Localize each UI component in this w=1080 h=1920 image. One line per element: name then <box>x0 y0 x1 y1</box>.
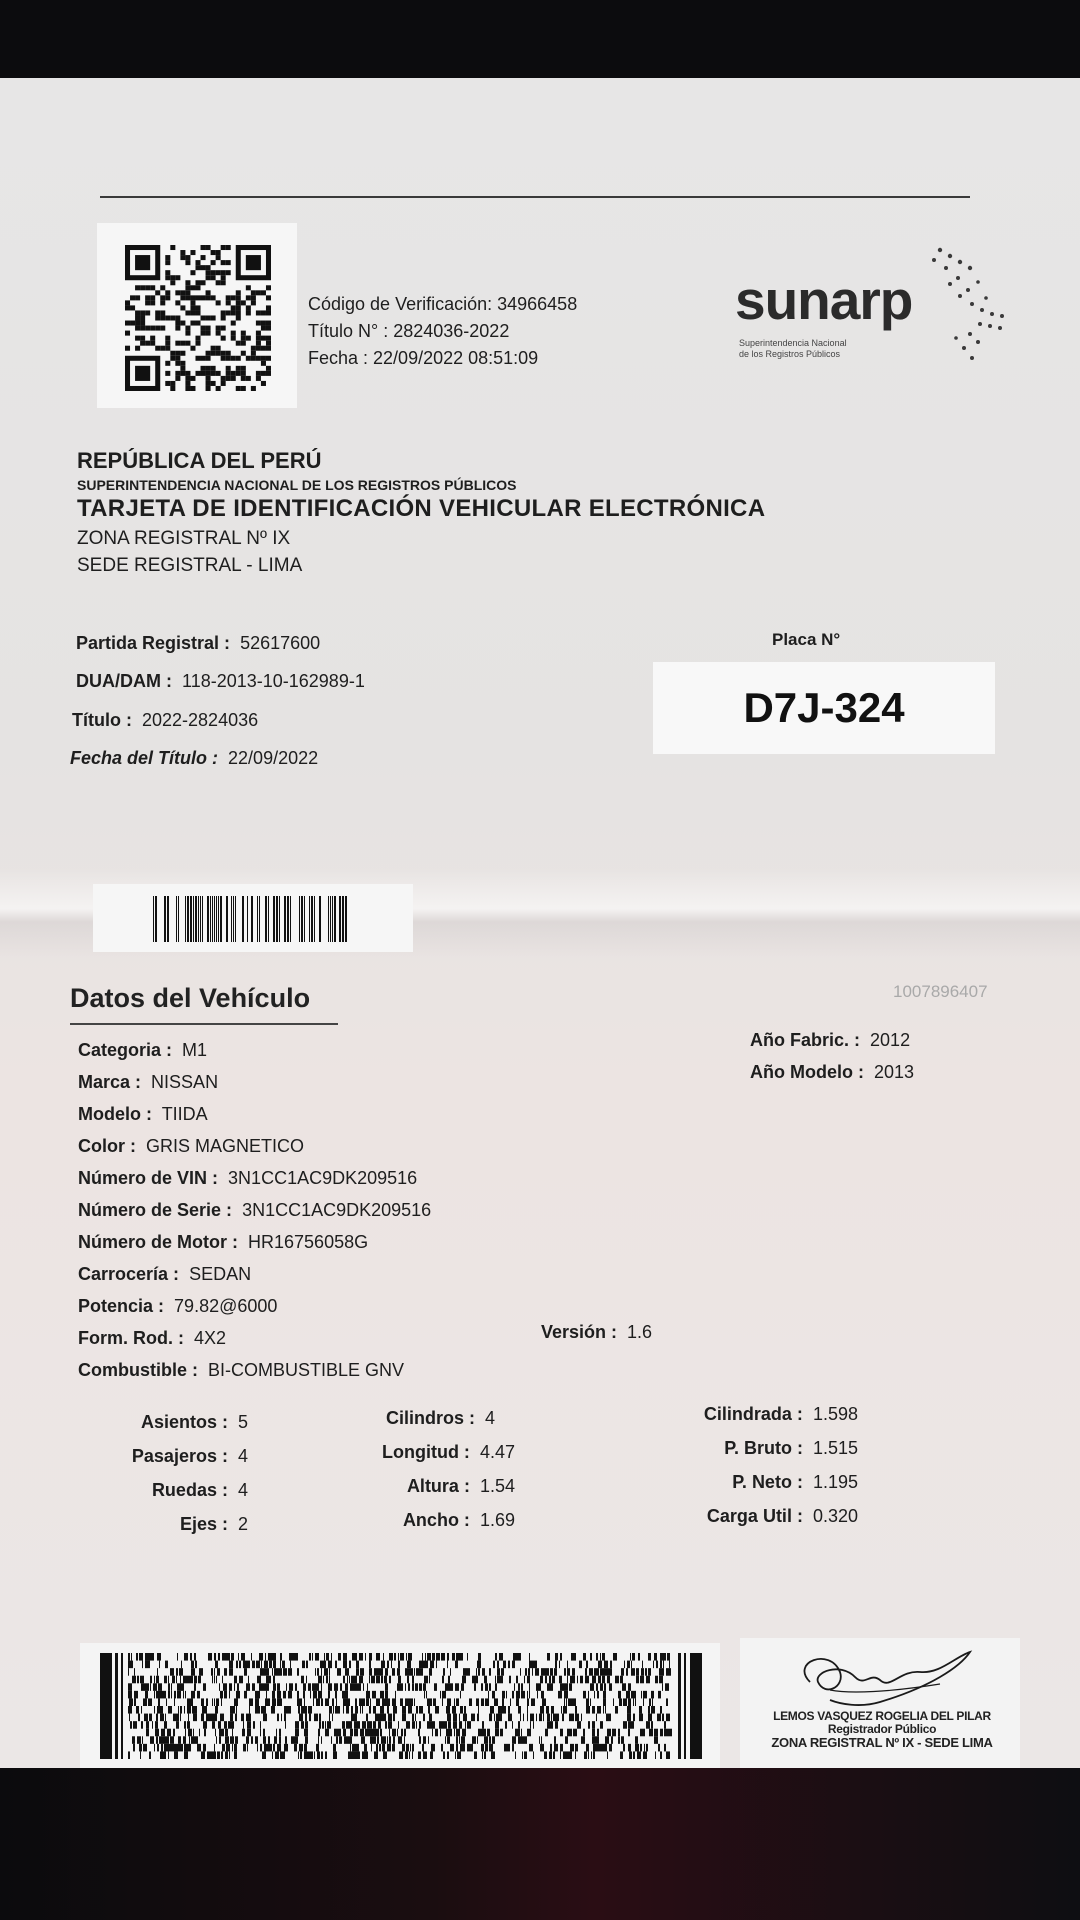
fecha-titulo: Fecha del Título : 22/09/2022 <box>70 748 319 768</box>
vehicle-section-title: Datos del Vehículo <box>70 983 311 1013</box>
field-combustible: Combustible : BI-COMBUSTIBLE GNV <box>78 1360 405 1380</box>
barcode-icon <box>153 896 353 942</box>
field-serie: Número de Serie : 3N1CC1AC9DK209516 <box>78 1200 432 1220</box>
signatory-zone: ZONA REGISTRAL Nº IX - SEDE LIMA <box>771 1735 993 1750</box>
pdf417-panel <box>80 1643 720 1768</box>
signatory-name: LEMOS VASQUEZ ROGELIA DEL PILAR <box>773 1709 991 1723</box>
section-underline <box>70 1023 338 1025</box>
signature-panel <box>740 1638 1020 1768</box>
field-vin: Número de VIN : 3N1CC1AC9DK209516 <box>78 1168 418 1188</box>
spec-pasajeros: Pasajeros : 4 <box>131 1446 248 1466</box>
field-categoria: Categoria : M1 <box>78 1040 208 1060</box>
document-heading <box>77 448 765 577</box>
superintendence-title: SUPERINTENDENCIA NACIONAL DE LOS REGISTROS PÚBLICOS <box>77 477 517 493</box>
background-surface <box>0 1760 1080 1920</box>
spec-ancho: Ancho : 1.69 <box>402 1510 515 1530</box>
field-version: Versión : 1.6 <box>541 1322 653 1342</box>
spec-cilindros: Cilindros : 4 <box>385 1408 495 1428</box>
logo-subtitle: Superintendencia Nacional de los Registros Públicos <box>739 338 847 359</box>
republic-title: REPÚBLICA DEL PERÚ <box>77 448 322 473</box>
barcode-panel <box>93 884 413 952</box>
spec-ejes: Ejes : 2 <box>179 1514 248 1534</box>
seat-title: SEDE REGISTRAL - LIMA <box>77 555 303 576</box>
plate-panel <box>653 662 995 754</box>
field-modelo: Modelo : TIIDA <box>78 1104 208 1124</box>
field-color: Color : GRIS MAGNETICO <box>78 1136 305 1156</box>
field-marca: Marca : NISSAN <box>78 1072 219 1092</box>
signature-icon <box>770 1642 990 1712</box>
partida-registral: Partida Registral : 52617600 <box>76 633 321 653</box>
sunarp-logo <box>735 238 1015 378</box>
document-serial: 1007896407 <box>893 982 988 1001</box>
card-title: TARJETA DE IDENTIFICACIÓN VEHICULAR ELECTRÓNICA <box>77 495 766 522</box>
spec-cilindrada: Cilindrada : 1.598 <box>703 1404 858 1424</box>
spec-p-neto: P. Neto : 1.195 <box>732 1472 858 1492</box>
top-rule <box>100 196 970 198</box>
qr-code-icon <box>125 245 271 391</box>
issue-date: Fecha : 22/09/2022 08:51:09 <box>308 348 539 368</box>
plate-number: D7J-324 <box>743 684 905 731</box>
field-ano-modelo: Año Modelo : 2013 <box>750 1062 915 1082</box>
titulo: Título : 2022-2824036 <box>72 710 259 730</box>
spec-longitud: Longitud : 4.47 <box>381 1442 515 1462</box>
zone-title: ZONA REGISTRAL Nº IX <box>77 528 291 549</box>
dua-dam: DUA/DAM : 118-2013-10-162989-1 <box>76 671 365 691</box>
field-carroceria: Carrocería : SEDAN <box>78 1264 252 1284</box>
pdf417-barcode-icon <box>100 1653 705 1759</box>
verification-info <box>308 291 577 372</box>
titulo-number: Título N° : 2824036-2022 <box>308 321 510 341</box>
signatory-block <box>752 1710 1012 1749</box>
verification-code: Código de Verificación: 34966458 <box>308 294 578 314</box>
spec-p-bruto: P. Bruto : 1.515 <box>724 1438 858 1458</box>
qr-code-panel <box>97 223 297 408</box>
signatory-role: Registrador Público <box>827 1722 937 1736</box>
spec-ruedas: Ruedas : 4 <box>151 1480 248 1500</box>
spec-asientos: Asientos : 5 <box>140 1412 248 1432</box>
logo-wordmark: sunarp <box>735 269 913 331</box>
field-potencia: Potencia : 79.82@6000 <box>78 1296 278 1316</box>
vehicle-card-document <box>0 78 1080 1768</box>
field-form-rod: Form. Rod. : 4X2 <box>78 1328 227 1348</box>
field-motor: Número de Motor : HR16756058G <box>78 1232 369 1252</box>
sunarp-dots-icon <box>920 238 1020 378</box>
plate-label: Placa N° <box>772 630 841 649</box>
spec-altura: Altura : 1.54 <box>406 1476 515 1496</box>
field-ano-fabric: Año Fabric. : 2012 <box>750 1030 911 1050</box>
spec-carga-util: Carga Util : 0.320 <box>706 1506 858 1526</box>
